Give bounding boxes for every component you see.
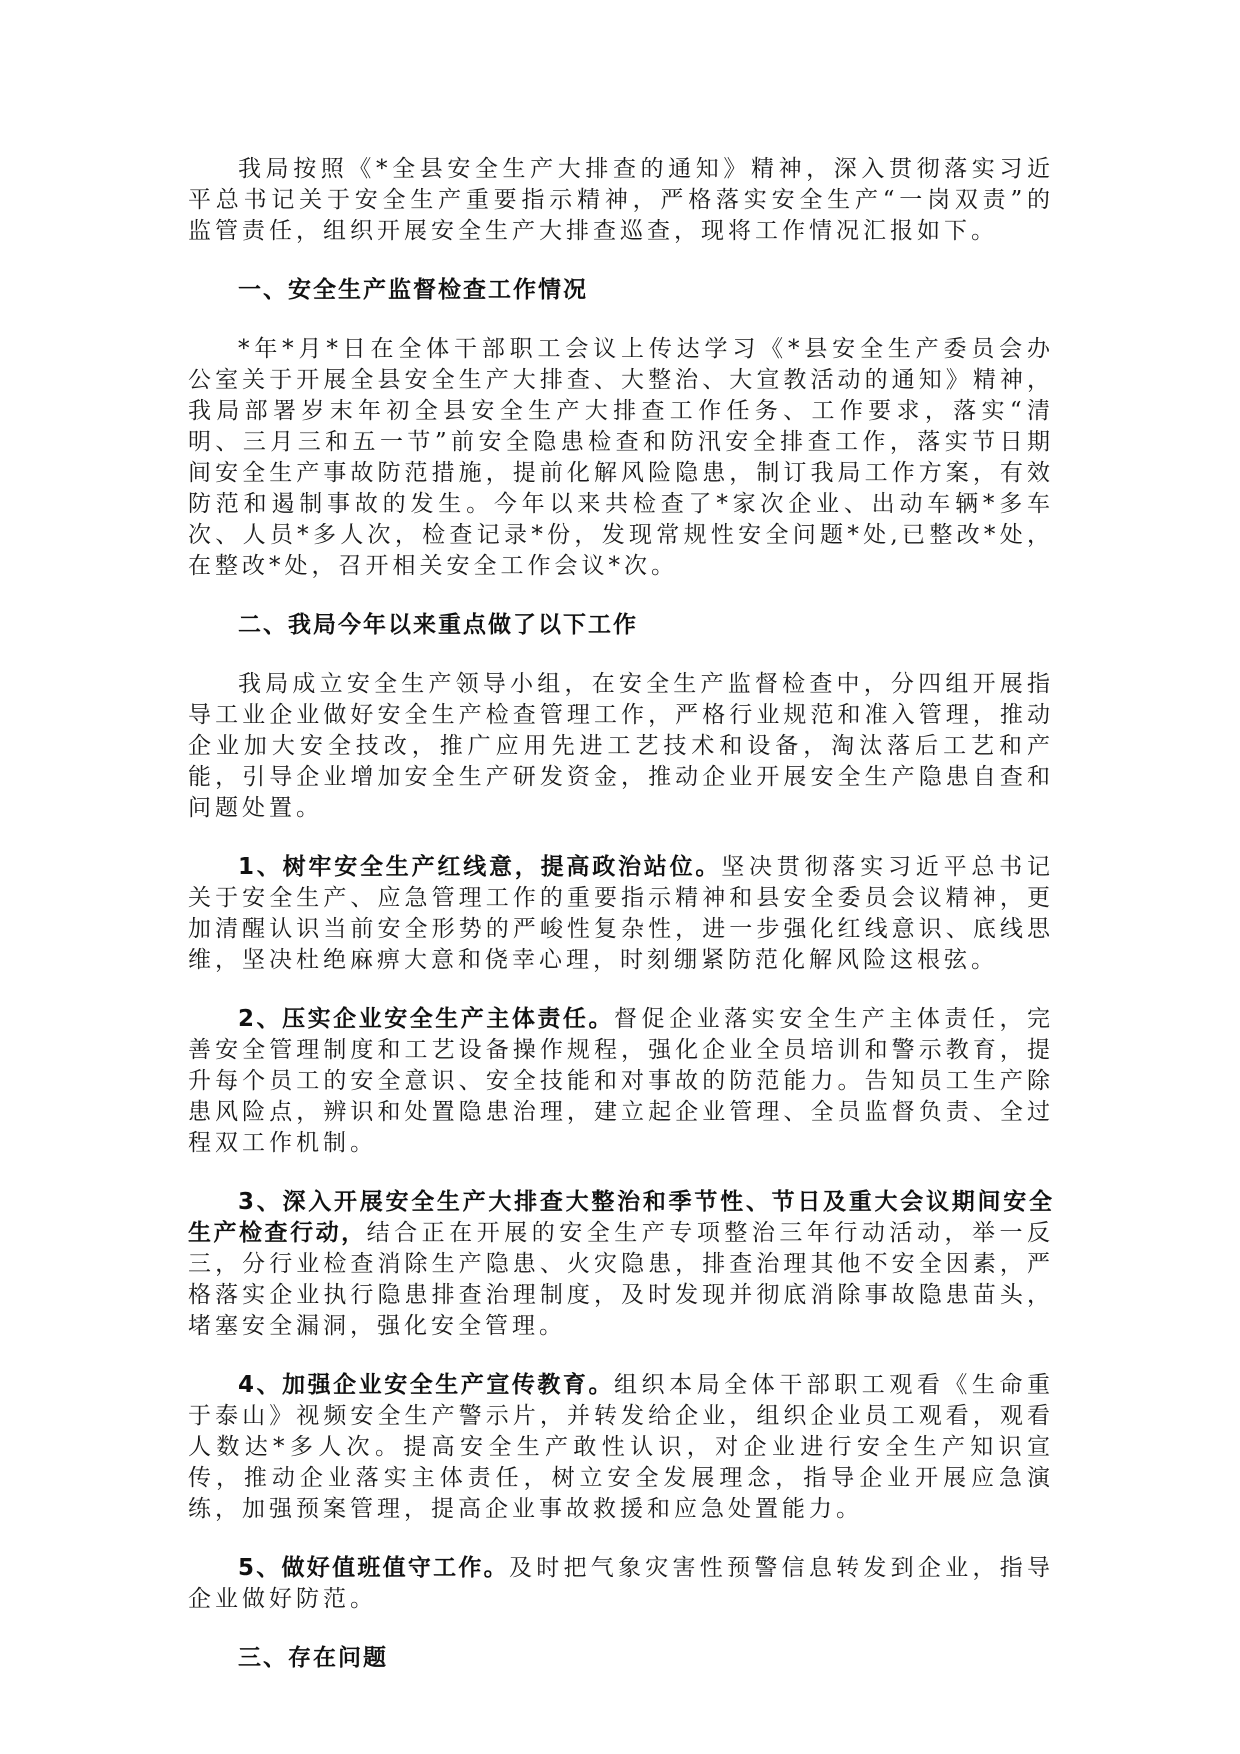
- work-item-5-text: 及时把气象灾害性预警信息转发到企业，指导企业做好防范。: [188, 1555, 1054, 1612]
- work-item-3-lead: 3、深入开展安全生产大排查大整治和季节性、节日及重大会议期间安全生产检查行动，: [188, 1189, 1054, 1246]
- section-2-body: 我局成立安全生产领导小组，在安全生产监督检查中，分四组开展指导工业企业做好安全生产检查管理工作，严格行业规范和准入管理，推动企业加大安全技改，推广应用先进工艺技术和设备，淘汰落后工艺和产能，引导企业增加安全生产研发资金，推动企业开展安全生产隐患自查和问题处置。: [188, 671, 1054, 821]
- work-item-2-text: 督促企业落实安全生产主体责任，完善安全管理制度和工艺设备操作规程，强化企业全员培训和警示教育，提升每个员工的安全意识、安全技能和对事故的防范能力。告知员工生产除患风险点，辨识和处置隐患治理，建立起企业管理、全员监督负责、全过程双工作机制。: [188, 1006, 1054, 1156]
- work-item-4-lead: 4、加强企业安全生产宣传教育。: [238, 1372, 614, 1398]
- work-item-3-text: 结合正在开展的安全生产专项整治三年行动活动，举一反三，分行业检查消除生产隐患、火灾隐患，排查治理其他不安全因素，严格落实企业执行隐患排查治理制度，及时发现并彻底消除事故隐患苗头，堵塞安全漏洞，强化安全管理。: [188, 1220, 1055, 1339]
- document-page: [188, 154, 1054, 1702]
- work-item-1: [188, 852, 1054, 976]
- work-item-5-lead: 5、做好值班值守工作。: [238, 1555, 509, 1581]
- work-item-4-text: 组织本局全体干部职工观看《生命重于泰山》视频安全生产警示片，并转发给企业，组织企业员工观看，观看人数达*多人次。提高安全生产敢性认识，对企业进行安全生产知识宣传，推动企业落实主体责任，树立安全发展理念，指导企业开展应急演练，加强预案管理，提高企业事故救援和应急处置能力。: [188, 1372, 1054, 1522]
- section-2-heading: 二、我局今年以来重点做了以下工作: [238, 612, 638, 638]
- work-item-4: [188, 1370, 1054, 1525]
- intro-paragraph: 我局按照《*全县安全生产大排查的通知》精神，深入贯彻落实习近平总书记关于安全生产重要指示精神，严格落实安全生产“一岗双责”的监管责任，组织开展安全生产大排查巡查，现将工作情况汇报如下。: [188, 156, 1054, 244]
- work-item-1-lead: 1、树牢安全生产红线意，提高政治站位。: [238, 854, 722, 880]
- section-1-body: *年*月*日在全体干部职工会议上传达学习《*县安全生产委员会办公室关于开展全县安全生产大排查、大整治、大宣教活动的通知》精神，我局部署岁末年初全县安全生产大排查工作任务、工作要求，落实“清明、三月三和五一节”前安全隐患检查和防汛安全排查工作，落实节日期间安全生产事故防范措施，提前化解风险隐患，制订我局工作方案，有效防范和遏制事故的发生。今年以来共检查了*家次企业、出动车辆*多车次、人员*多人次，检查记录*份，发现常规性安全问题*处,已整改*处，在整改*处，召开相关安全工作会议*次。: [188, 336, 1054, 579]
- section-1-heading: 一、安全生产监督检查工作情况: [238, 277, 588, 303]
- work-item-3: [188, 1187, 1054, 1342]
- work-item-1-text: 坚决贯彻落实习近平总书记关于安全生产、应急管理工作的重要指示精神和县安全委员会议精神，更加清醒认识当前安全形势的严峻性复杂性，进一步强化红线意识、底线思维，坚决杜绝麻痹大意和侥幸心理，时刻绷紧防范化解风险这根弦。: [188, 854, 1054, 973]
- section-3-heading: 三、存在问题: [238, 1645, 388, 1671]
- work-item-2-lead: 2、压实企业安全生产主体责任。: [238, 1006, 614, 1032]
- work-item-5: [188, 1553, 1054, 1615]
- work-item-2: [188, 1004, 1054, 1159]
